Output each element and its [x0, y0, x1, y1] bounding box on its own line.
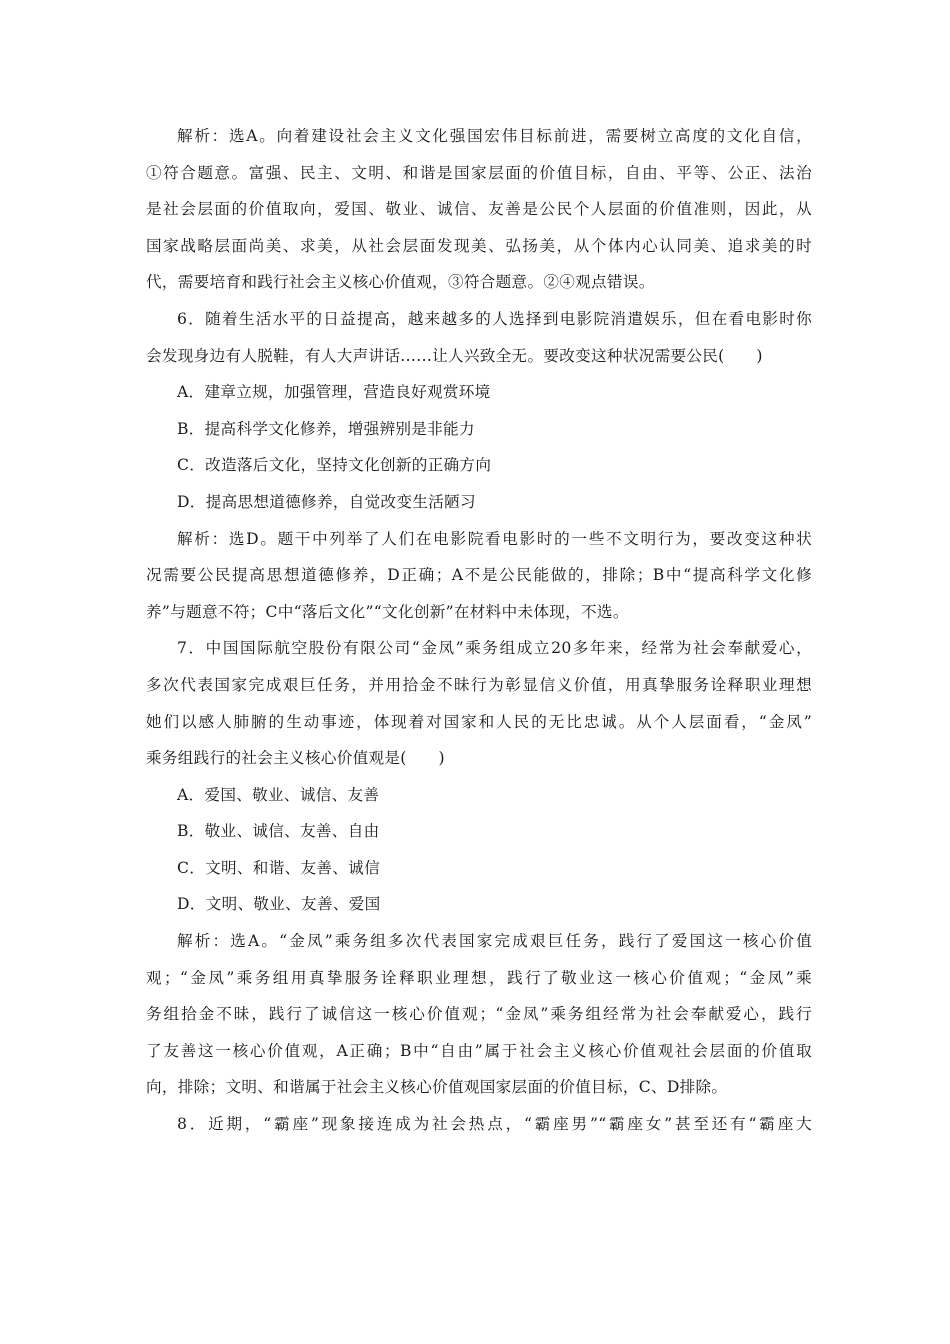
text-line: 是社会层面的价值取向，爱国、敬业、诚信、友善是公民个人层面的价值准则，因此，从	[146, 200, 812, 219]
text-line: 解析：选A。向着建设社会主义文化强国宏伟目标前进，需要树立高度的文化自信，	[177, 127, 812, 145]
question-6-stem: 会发现身边有人脱鞋，有人大声讲话……让人兴致全无。要改变这种状况需要公民( )	[146, 346, 763, 365]
question-6-analysis: 养”与题意不符；C中“落后文化”“文化创新”在材料中未体现，不选。	[146, 602, 629, 621]
question-7-analysis: 了友善这一核心价值观，A正确；B中“自由”属于社会主义核心价值观社会层面的价值取	[146, 1041, 812, 1060]
text-line: 代，需要培育和践行社会主义核心价值观，③符合题意。②④观点错误。	[146, 273, 655, 292]
question-7-option-c: C．文明、和谐、友善、诚信	[177, 858, 380, 877]
question-7-analysis: 观；“金凤”乘务组用真挚服务诠释职业理想，践行了敬业这一核心价值观；“金凤”乘	[146, 968, 812, 987]
question-6-stem: 6．随着生活水平的日益提高，越来越多的人选择到电影院消遣娱乐，但在看电影时你	[177, 309, 812, 328]
question-6-option-a: A．建章立规，加强管理，营造良好观赏环境	[177, 383, 491, 402]
question-7-option-a: A．爱国、敬业、诚信、友善	[177, 785, 380, 804]
question-7-option-b: B．敬业、诚信、友善、自由	[177, 822, 380, 841]
question-6-analysis: 解析：选D。题干中列举了人们在电影院看电影时的一些不文明行为，要改变这种状	[177, 529, 812, 548]
question-6-analysis: 况需要公民提高思想道德修养，D正确；A不是公民能做的，排除；B中“提高科学文化修	[146, 566, 812, 585]
question-7-analysis: 向，排除；文明、和谐属于社会主义核心价值观国家层面的价值目标，C、D排除。	[146, 1078, 728, 1097]
question-6-option-b: B．提高科学文化修养，增强辨别是非能力	[177, 419, 475, 438]
text-line: 国家战略层面尚美、求美，从社会层面发现美、弘扬美，从个体内心认同美、追求美的时	[146, 236, 812, 255]
document-page	[146, 118, 812, 1143]
question-7-analysis: 解析：选A。“金凤”乘务组多次代表国家完成艰巨任务，践行了爱国这一核心价值	[177, 932, 812, 951]
question-7-option-d: D．文明、敬业、友善、爱国	[177, 895, 381, 914]
question-7-analysis: 务组拾金不昧，践行了诚信这一核心价值观；“金凤”乘务组经常为社会奉献爱心，践行	[146, 1005, 812, 1024]
text-line: ①符合题意。富强、民主、文明、和谐是国家层面的价值目标，自由、平等、公正、法治	[146, 163, 812, 182]
question-6-option-c: C．改造落后文化，坚持文化创新的正确方向	[177, 456, 492, 475]
question-7-stem: 7．中国国际航空股份有限公司“金凤”乘务组成立20多年来，经常为社会奉献爱心，	[177, 639, 812, 658]
question-7-stem: 她们以感人肺腑的生动事迹，体现着对国家和人民的无比忠诚。从个人层面看，“金凤”	[146, 712, 812, 731]
question-8-stem: 8．近期，“霸座”现象接连成为社会热点，“霸座男”“霸座女”甚至还有“霸座大	[177, 1115, 812, 1134]
question-7-stem: 乘务组践行的社会主义核心价值观是( )	[146, 749, 445, 768]
question-6-option-d: D．提高思想道德修养，自觉改变生活陋习	[177, 492, 476, 511]
question-7-stem: 多次代表国家完成艰巨任务，并用拾金不昧行为彰显信义价值，用真挚服务诠释职业理想	[146, 675, 812, 694]
